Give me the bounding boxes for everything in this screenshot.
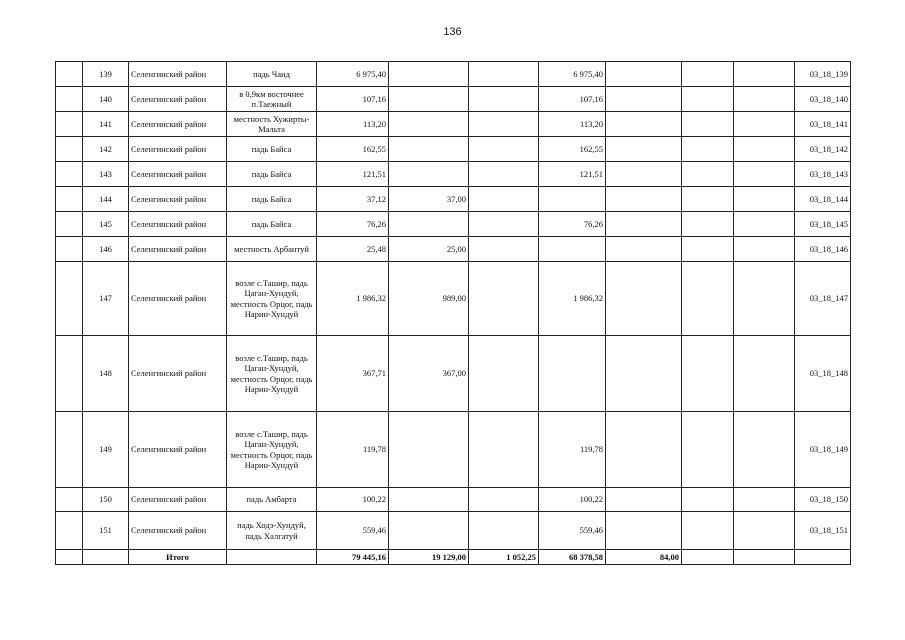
value-3-cell: 107,16 — [539, 87, 606, 112]
value-6-cell — [734, 187, 795, 212]
area-cell: 1 986,32 — [317, 262, 389, 336]
value-3-cell: 6 975,40 — [539, 62, 606, 87]
value-4-cell — [606, 336, 682, 412]
table-row — [56, 112, 851, 137]
value-3-cell: 76,26 — [539, 212, 606, 237]
value-1-cell — [389, 412, 469, 488]
table-row — [56, 488, 851, 512]
place-cell: падь Байса — [227, 212, 317, 237]
area-cell: 25,48 — [317, 237, 389, 262]
table-row — [56, 187, 851, 212]
total-area: 79 445,16 — [317, 550, 389, 565]
total-value-4: 84,00 — [606, 550, 682, 565]
area-cell: 162,55 — [317, 137, 389, 162]
value-2-cell — [469, 262, 539, 336]
table-row — [56, 162, 851, 187]
total-row — [56, 550, 851, 565]
value-6-cell — [734, 212, 795, 237]
blank-cell — [56, 488, 83, 512]
code-cell: 03_18_145 — [795, 212, 851, 237]
area-cell: 121,51 — [317, 162, 389, 187]
row-number: 151 — [83, 512, 129, 550]
blank-cell — [56, 262, 83, 336]
value-4-cell — [606, 512, 682, 550]
land-plots-table — [55, 61, 851, 565]
code-cell: 03_18_149 — [795, 412, 851, 488]
value-2-cell — [469, 412, 539, 488]
value-5-cell — [682, 512, 734, 550]
value-5-cell — [682, 412, 734, 488]
area-cell: 119,78 — [317, 412, 389, 488]
value-1-cell: 367,00 — [389, 336, 469, 412]
total-label: Итого — [129, 550, 227, 565]
table-body — [56, 62, 851, 565]
value-6-cell — [734, 488, 795, 512]
blank-cell — [56, 336, 83, 412]
row-number: 141 — [83, 112, 129, 137]
value-2-cell — [469, 212, 539, 237]
district-cell: Селенгинский район — [129, 112, 227, 137]
area-cell: 113,20 — [317, 112, 389, 137]
total-cell-empty — [734, 550, 795, 565]
value-6-cell — [734, 512, 795, 550]
value-4-cell — [606, 112, 682, 137]
row-number: 147 — [83, 262, 129, 336]
page-number: 136 — [443, 26, 462, 38]
area-cell: 37,12 — [317, 187, 389, 212]
district-cell: Селенгинский район — [129, 62, 227, 87]
row-number: 146 — [83, 237, 129, 262]
value-2-cell — [469, 162, 539, 187]
row-number: 140 — [83, 87, 129, 112]
value-6-cell — [734, 137, 795, 162]
value-3-cell — [539, 237, 606, 262]
value-3-cell — [539, 187, 606, 212]
row-number: 145 — [83, 212, 129, 237]
place-cell: местность Арбантуй — [227, 237, 317, 262]
area-cell: 367,71 — [317, 336, 389, 412]
value-4-cell — [606, 187, 682, 212]
blank-cell — [56, 237, 83, 262]
value-2-cell — [469, 137, 539, 162]
code-cell: 03_18_144 — [795, 187, 851, 212]
total-cell-empty — [83, 550, 129, 565]
value-1-cell — [389, 87, 469, 112]
place-cell: падь Чаид — [227, 62, 317, 87]
value-6-cell — [734, 412, 795, 488]
area-cell: 100,22 — [317, 488, 389, 512]
value-1-cell — [389, 112, 469, 137]
code-cell: 03_18_143 — [795, 162, 851, 187]
code-cell: 03_18_146 — [795, 237, 851, 262]
blank-cell — [56, 87, 83, 112]
value-2-cell — [469, 237, 539, 262]
value-6-cell — [734, 62, 795, 87]
value-1-cell: 25,00 — [389, 237, 469, 262]
blank-cell — [56, 137, 83, 162]
row-number: 148 — [83, 336, 129, 412]
table-row — [56, 262, 851, 336]
value-1-cell — [389, 62, 469, 87]
area-cell: 6 975,40 — [317, 62, 389, 87]
code-cell: 03_18_141 — [795, 112, 851, 137]
table-row — [56, 87, 851, 112]
table-row — [56, 212, 851, 237]
value-2-cell — [469, 112, 539, 137]
place-cell: падь Байса — [227, 187, 317, 212]
value-5-cell — [682, 137, 734, 162]
place-cell: падь Байса — [227, 162, 317, 187]
total-cell-empty — [56, 550, 83, 565]
value-3-cell: 113,20 — [539, 112, 606, 137]
value-5-cell — [682, 187, 734, 212]
blank-cell — [56, 62, 83, 87]
table-row — [56, 412, 851, 488]
value-1-cell — [389, 512, 469, 550]
place-cell: возле с.Ташир, падь Цаган-Хундуй, местность Орцог, падь Нарин-Хундуй — [227, 412, 317, 488]
value-2-cell — [469, 512, 539, 550]
value-2-cell — [469, 87, 539, 112]
value-2-cell — [469, 187, 539, 212]
value-4-cell — [606, 488, 682, 512]
table-row — [56, 62, 851, 87]
blank-cell — [56, 187, 83, 212]
code-cell: 03_18_147 — [795, 262, 851, 336]
value-1-cell — [389, 137, 469, 162]
row-number: 139 — [83, 62, 129, 87]
value-6-cell — [734, 336, 795, 412]
place-cell: возле с.Ташир, падь Цаган-Хундуй, местность Орцог, падь Нарин-Хундуй — [227, 262, 317, 336]
area-cell: 107,16 — [317, 87, 389, 112]
code-cell: 03_18_142 — [795, 137, 851, 162]
value-5-cell — [682, 212, 734, 237]
place-cell: падь Байса — [227, 137, 317, 162]
value-5-cell — [682, 237, 734, 262]
row-number: 142 — [83, 137, 129, 162]
place-cell: падь Амбарта — [227, 488, 317, 512]
value-6-cell — [734, 262, 795, 336]
code-cell: 03_18_148 — [795, 336, 851, 412]
value-6-cell — [734, 87, 795, 112]
code-cell: 03_18_151 — [795, 512, 851, 550]
district-cell: Селенгинский район — [129, 488, 227, 512]
value-4-cell — [606, 212, 682, 237]
value-5-cell — [682, 62, 734, 87]
table-row — [56, 137, 851, 162]
value-5-cell — [682, 488, 734, 512]
value-1-cell — [389, 212, 469, 237]
value-3-cell: 1 986,32 — [539, 262, 606, 336]
value-6-cell — [734, 162, 795, 187]
value-2-cell — [469, 62, 539, 87]
value-5-cell — [682, 112, 734, 137]
value-4-cell — [606, 87, 682, 112]
value-3-cell: 100,22 — [539, 488, 606, 512]
place-cell: возле с.Ташир, падь Цаган-Хундуй, местность Орцог, падь Нарин-Хундуй — [227, 336, 317, 412]
blank-cell — [56, 112, 83, 137]
district-cell: Селенгинский район — [129, 137, 227, 162]
table-row — [56, 512, 851, 550]
value-3-cell: 559,46 — [539, 512, 606, 550]
total-value-3: 68 378,58 — [539, 550, 606, 565]
district-cell: Селенгинский район — [129, 412, 227, 488]
place-cell: падь Ходэ-Хундуй, падь Халгатуй — [227, 512, 317, 550]
row-number: 150 — [83, 488, 129, 512]
value-1-cell — [389, 162, 469, 187]
value-3-cell: 119,78 — [539, 412, 606, 488]
value-5-cell — [682, 336, 734, 412]
blank-cell — [56, 412, 83, 488]
value-4-cell — [606, 237, 682, 262]
table-row — [56, 237, 851, 262]
value-1-cell — [389, 488, 469, 512]
total-value-1: 19 129,00 — [389, 550, 469, 565]
value-3-cell — [539, 336, 606, 412]
value-5-cell — [682, 162, 734, 187]
district-cell: Селенгинский район — [129, 212, 227, 237]
value-1-cell: 37,00 — [389, 187, 469, 212]
row-number: 149 — [83, 412, 129, 488]
place-cell: местность Хужирты-Мальта — [227, 112, 317, 137]
code-cell: 03_18_140 — [795, 87, 851, 112]
total-cell-empty — [682, 550, 734, 565]
value-2-cell — [469, 488, 539, 512]
total-cell-empty — [227, 550, 317, 565]
area-cell: 559,46 — [317, 512, 389, 550]
total-cell-empty — [795, 550, 851, 565]
total-value-2: 1 052,25 — [469, 550, 539, 565]
code-cell: 03_18_139 — [795, 62, 851, 87]
value-3-cell: 162,55 — [539, 137, 606, 162]
place-cell: в 0,9км восточнее п.Таежный — [227, 87, 317, 112]
row-number: 143 — [83, 162, 129, 187]
value-4-cell — [606, 62, 682, 87]
value-4-cell — [606, 162, 682, 187]
value-1-cell: 989,00 — [389, 262, 469, 336]
row-number: 144 — [83, 187, 129, 212]
value-4-cell — [606, 412, 682, 488]
district-cell: Селенгинский район — [129, 336, 227, 412]
value-5-cell — [682, 87, 734, 112]
value-2-cell — [469, 336, 539, 412]
blank-cell — [56, 512, 83, 550]
district-cell: Селенгинский район — [129, 512, 227, 550]
blank-cell — [56, 212, 83, 237]
area-cell: 76,26 — [317, 212, 389, 237]
value-6-cell — [734, 237, 795, 262]
table-row — [56, 336, 851, 412]
district-cell: Селенгинский район — [129, 187, 227, 212]
value-6-cell — [734, 112, 795, 137]
district-cell: Селенгинский район — [129, 87, 227, 112]
value-4-cell — [606, 262, 682, 336]
value-4-cell — [606, 137, 682, 162]
blank-cell — [56, 162, 83, 187]
value-3-cell: 121,51 — [539, 162, 606, 187]
district-cell: Селенгинский район — [129, 237, 227, 262]
district-cell: Селенгинский район — [129, 162, 227, 187]
district-cell: Селенгинский район — [129, 262, 227, 336]
value-5-cell — [682, 262, 734, 336]
code-cell: 03_18_150 — [795, 488, 851, 512]
